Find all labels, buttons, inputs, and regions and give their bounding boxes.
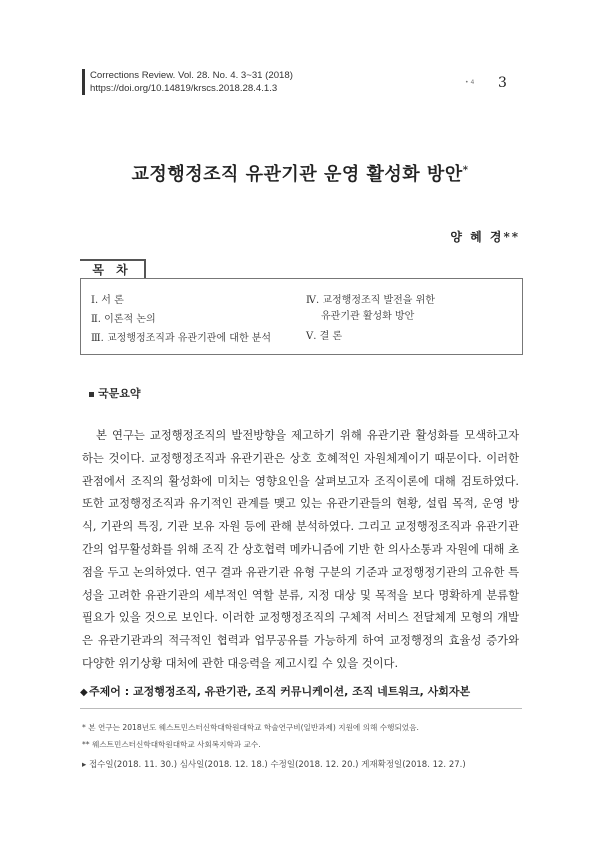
toc-label: 목 차 — [80, 259, 146, 279]
keywords — [80, 683, 470, 699]
title-footnote-mark: * — [462, 165, 469, 176]
toc-item: Ⅴ. 결 론 — [306, 331, 343, 342]
footnote-affiliation: ** 웨스트민스터신학대학원대학교 사회복지학과 교수. — [82, 740, 261, 749]
journal-header — [82, 69, 293, 95]
toc-item: Ⅲ. 교정행정조직과 유관기관에 대한 분석 — [91, 333, 272, 344]
keywords-label: 주제어 : — [89, 685, 130, 698]
toc-item: 유관기관 활성화 방안 — [321, 311, 415, 322]
journal-citation: Corrections Review. Vol. 28. No. 4. 3~31 (2018) — [90, 70, 293, 81]
footnote-divider — [80, 708, 522, 709]
abstract-paragraph: 본 연구는 교정행정조직의 발전방향을 제고하기 위해 유관기관 활성화를 모색하고자 하는 것이다. 교정행정조직과 유관기관은 상호 호혜적인 자원체계이기 때문이다. 이러한 관점에서 조직의 활성화에 미치는 영향요인을 살펴보고자 조직이론에 대해 검토하였다. 또한 교정행정조직과 유기적인 관계를 맺고 있는 유관기관들의 현황, 설립 목적, 운영 방식, 기관의 특징, 기관 보유 자원 등에 관해 분석하였다. 그리고 교정행정조직과 유관기관간의 업무활성화를 위해 조직 간 상호협력 메카니즘에 기반 한 의사소통과 자원에 대해 초점을 두고 논의하였다. 연구 결과 유관기관 유형 구분의 기준과 교정행정기관의 고유한 특성을 고려한 유관기관의 세부적인 역할 분류, 지정 대상 및 목적을 보다 명확하게 분류할 필요가 있을 것으로 보인다. 이러한 교정행정조직의 구체적 서비스 전달체계 모형의 개발은 유관기관과의 적극적인 협력과 업무공유를 가능하게 하여 교정행정의 효율성 증가와 다양한 위기상황 대처에 관한 대응력을 제고시킬 수 있을 것이다. — [82, 429, 519, 670]
abstract-heading — [89, 385, 141, 401]
page-number: 3 — [498, 75, 507, 91]
toc-item: Ⅱ. 이론적 논의 — [91, 314, 156, 325]
header-mark: • 4 — [465, 79, 475, 86]
abstract-body — [82, 425, 519, 676]
footnote-dates: ▸ 접수일(2018. 11. 30.) 심사일(2018. 12. 18.) 수정일(2018. 12. 20.) 게재확정일(2018. 12. 27.) — [82, 760, 466, 770]
paper-title-text: 교정행정조직 유관기관 운영 활성화 방안 — [131, 164, 463, 185]
abstract-heading-text: 국문요약 — [98, 387, 141, 400]
doi-link[interactable]: https://doi.org/10.14819/krscs.2018.28.4.1.3 — [90, 83, 278, 94]
keyword-icon: ◆ — [80, 687, 88, 698]
toc-item: Ⅰ. 서 론 — [91, 295, 124, 306]
table-of-contents — [80, 278, 523, 355]
square-bullet-icon — [89, 392, 94, 397]
toc-item: Ⅳ. 교정행정조직 발전을 위한 — [306, 295, 435, 306]
keywords-text: 교정행정조직, 유관기관, 조직 커뮤니케이션, 조직 네트워크, 사회자본 — [132, 685, 471, 698]
paper-title — [0, 160, 600, 186]
footnote-funding: * 본 연구는 2018년도 웨스트민스터신학대학원대학교 학술연구비(일반과제) 지원에 의해 수행되었음. — [82, 723, 419, 732]
author-name: 양 혜 경** — [450, 230, 520, 244]
